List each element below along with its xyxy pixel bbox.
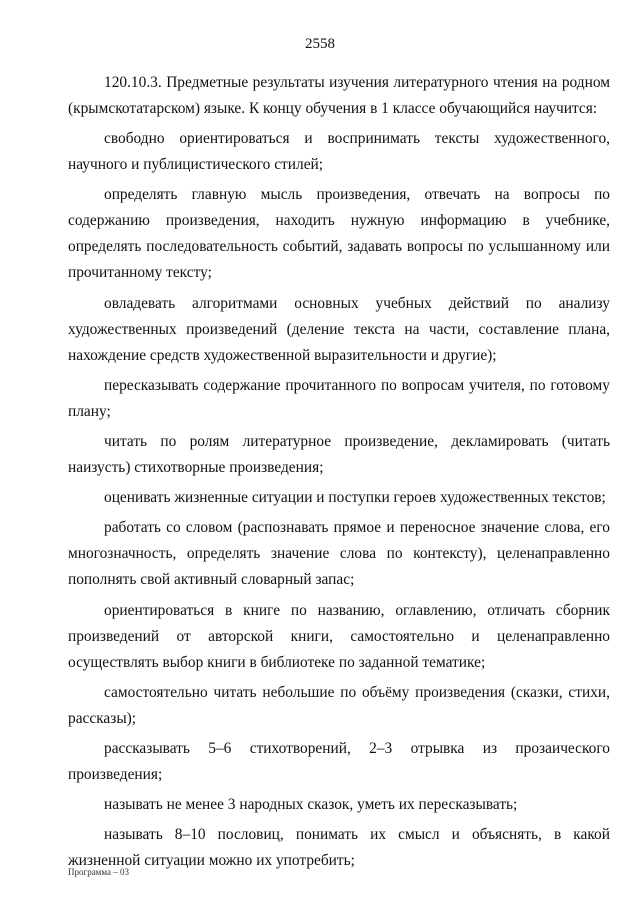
list-item: рассказывать 5–6 стихотворений, 2–3 отрывка из прозаического произведения; bbox=[68, 739, 610, 783]
page-footer: Программа – 03 bbox=[68, 867, 130, 877]
list-item: называть 8–10 пословиц, понимать их смысл и объяснять, в какой жизненной ситуации можно их употребить; bbox=[68, 826, 610, 870]
list-item: называть не менее 3 народных сказок, уметь их пересказывать; bbox=[104, 796, 518, 814]
list-item: читать по ролям литературное произведение, декламировать (читать наизусть) стихотворные произведения; bbox=[68, 432, 610, 476]
document-body bbox=[68, 70, 610, 878]
list-item: оценивать жизненные ситуации и поступки героев художественных текстов; bbox=[104, 489, 606, 507]
section-heading-paragraph: 120.10.3. Предметные результаты изучения литературного чтения на родном (крымскотатарском) языке. К концу обучения в 1 классе обучающийся научится: bbox=[68, 74, 610, 117]
page-number: 2558 bbox=[305, 36, 335, 52]
list-item: свободно ориентироваться и воспринимать тексты художественного, научного и публицистического стилей; bbox=[68, 130, 610, 174]
list-item: овладевать алгоритмами основных учебных действий по анализу художественных произведений (деление текста на части, составление плана, нахождение средств художественной выразительности и другие); bbox=[68, 294, 610, 364]
list-item: пересказывать содержание прочитанного по вопросам учителя, по готовому плану; bbox=[68, 376, 610, 420]
list-item: работать со словом (распознавать прямое и переносное значение слова, его многозначность, определять значение слова по контексту), целенаправленно пополнять свой активный словарный запас; bbox=[68, 519, 610, 589]
list-item: определять главную мысль произведения, отвечать на вопросы по содержанию произведения, находить нужную информацию в учебнике, определять последовательность событий, задавать вопросы по услышанному или прочитанному тексту; bbox=[68, 186, 610, 282]
list-item: ориентироваться в книге по названию, оглавлению, отличать сборник произведений от авторской книги, самостоятельно и целенаправленно осуществлять выбор книги в библиотеке по заданной тематике; bbox=[68, 601, 610, 671]
list-item: самостоятельно читать небольшие по объёму произведения (сказки, стихи, рассказы); bbox=[68, 683, 610, 727]
